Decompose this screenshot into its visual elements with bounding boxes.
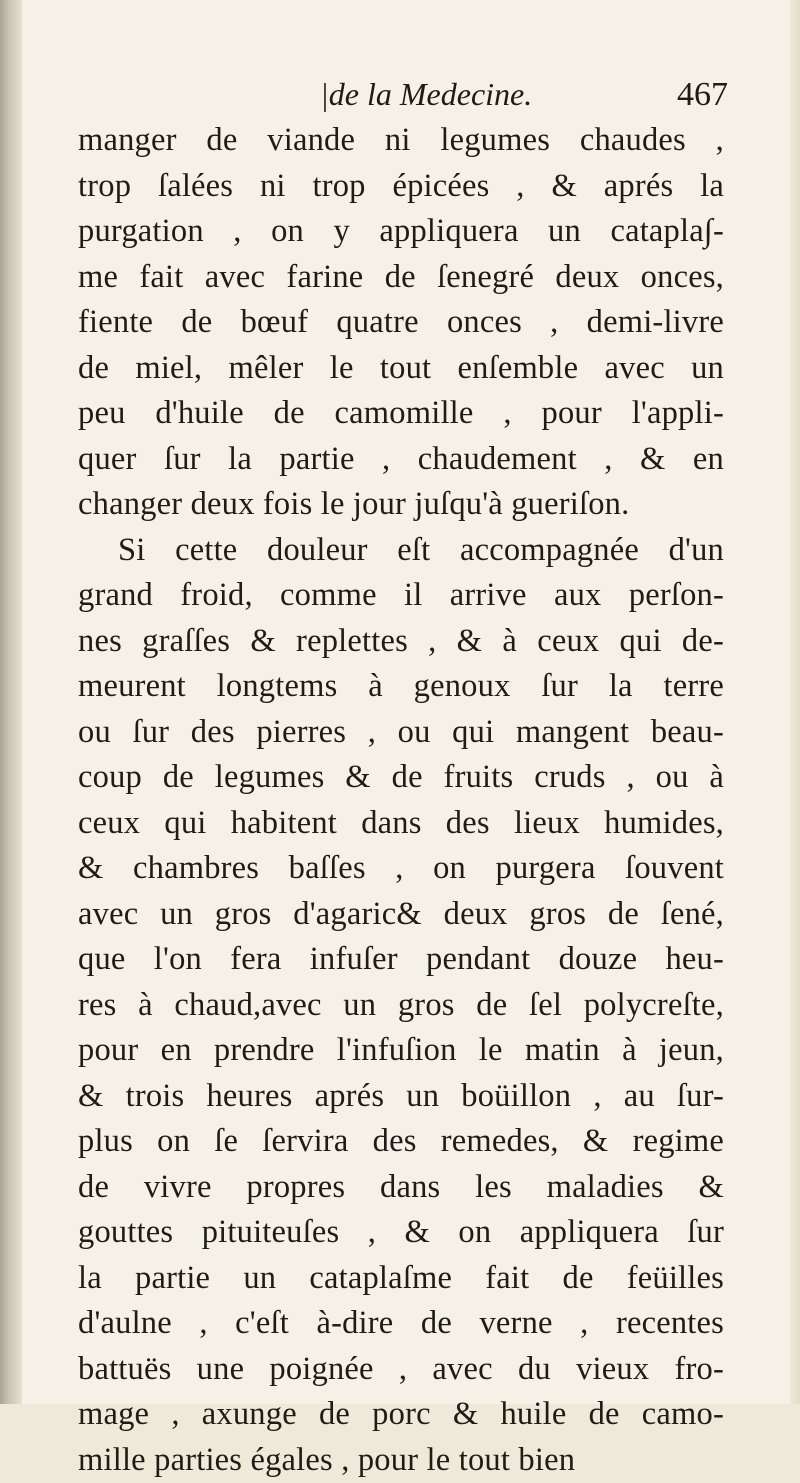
text-line: me fait avec farine de ſenegré deux onces,: [78, 255, 724, 301]
text-line: & trois heures aprés un boüillon , au ſur-: [78, 1074, 724, 1120]
body-text: [78, 118, 724, 1483]
page-number: 467: [677, 76, 728, 114]
text-line: trop ſalées ni trop épicées , & aprés la: [78, 164, 724, 210]
book-gutter-shadow: [0, 0, 22, 1404]
text-line: avec un gros d'agaric& deux gros de ſené,: [78, 892, 724, 938]
text-line: d'aulne , c'eſt à-dire de verne , recentes: [78, 1301, 724, 1347]
running-title: |de la Medecine.: [320, 76, 532, 113]
text-line: ceux qui habitent dans des lieux humides,: [78, 801, 724, 847]
text-line: pour en prendre l'infuſion le matin à jeun,: [78, 1028, 724, 1074]
text-line: ou ſur des pierres , ou qui mangent beau-: [78, 710, 724, 756]
text-line: mille parties égales , pour le tout bien: [78, 1438, 724, 1483]
text-line: plus on ſe ſervira des remedes, & regime: [78, 1119, 724, 1165]
text-line: fiente de bœuf quatre onces , demi-livre: [78, 300, 724, 346]
text-line: coup de legumes & de fruits cruds , ou à: [78, 755, 724, 801]
text-line: & chambres baſſes , on purgera ſouvent: [78, 846, 724, 892]
text-line: meurent longtems à genoux ſur la terre: [78, 664, 724, 710]
text-line: de miel, mêler le tout enſemble avec un: [78, 346, 724, 392]
text-line: changer deux fois le jour juſqu'à gueriſon.: [78, 482, 724, 528]
text-line: purgation , on y appliquera un catapla∫-: [78, 209, 724, 255]
text-line: peu d'huile de camomille , pour l'appli-: [78, 391, 724, 437]
page-edge: [790, 0, 800, 1404]
text-line: la partie un cataplaſme fait de feüilles: [78, 1256, 724, 1302]
text-line: que l'on fera infuſer pendant douze heu-: [78, 937, 724, 983]
page-header: [58, 70, 740, 122]
text-line: mage , axunge de porc & huile de camo-: [78, 1392, 724, 1438]
text-line: manger de viande ni legumes chaudes ,: [78, 118, 724, 164]
text-line: de vivre propres dans les maladies &: [78, 1165, 724, 1211]
text-line: nes graſſes & replettes , & à ceux qui de-: [78, 619, 724, 665]
text-line: res à chaud,avec un gros de ſel polycreſte,: [78, 983, 724, 1029]
text-line: quer ſur la partie , chaudement , & en: [78, 437, 724, 483]
text-line: grand froid, comme il arrive aux perſon-: [78, 573, 724, 619]
text-line: gouttes pituiteuſes , & on appliquera ſur: [78, 1210, 724, 1256]
text-line: battuës une poignée , avec du vieux fro-: [78, 1347, 724, 1393]
paragraph-start-line: Si cette douleur eſt accompagnée d'un: [78, 528, 724, 574]
